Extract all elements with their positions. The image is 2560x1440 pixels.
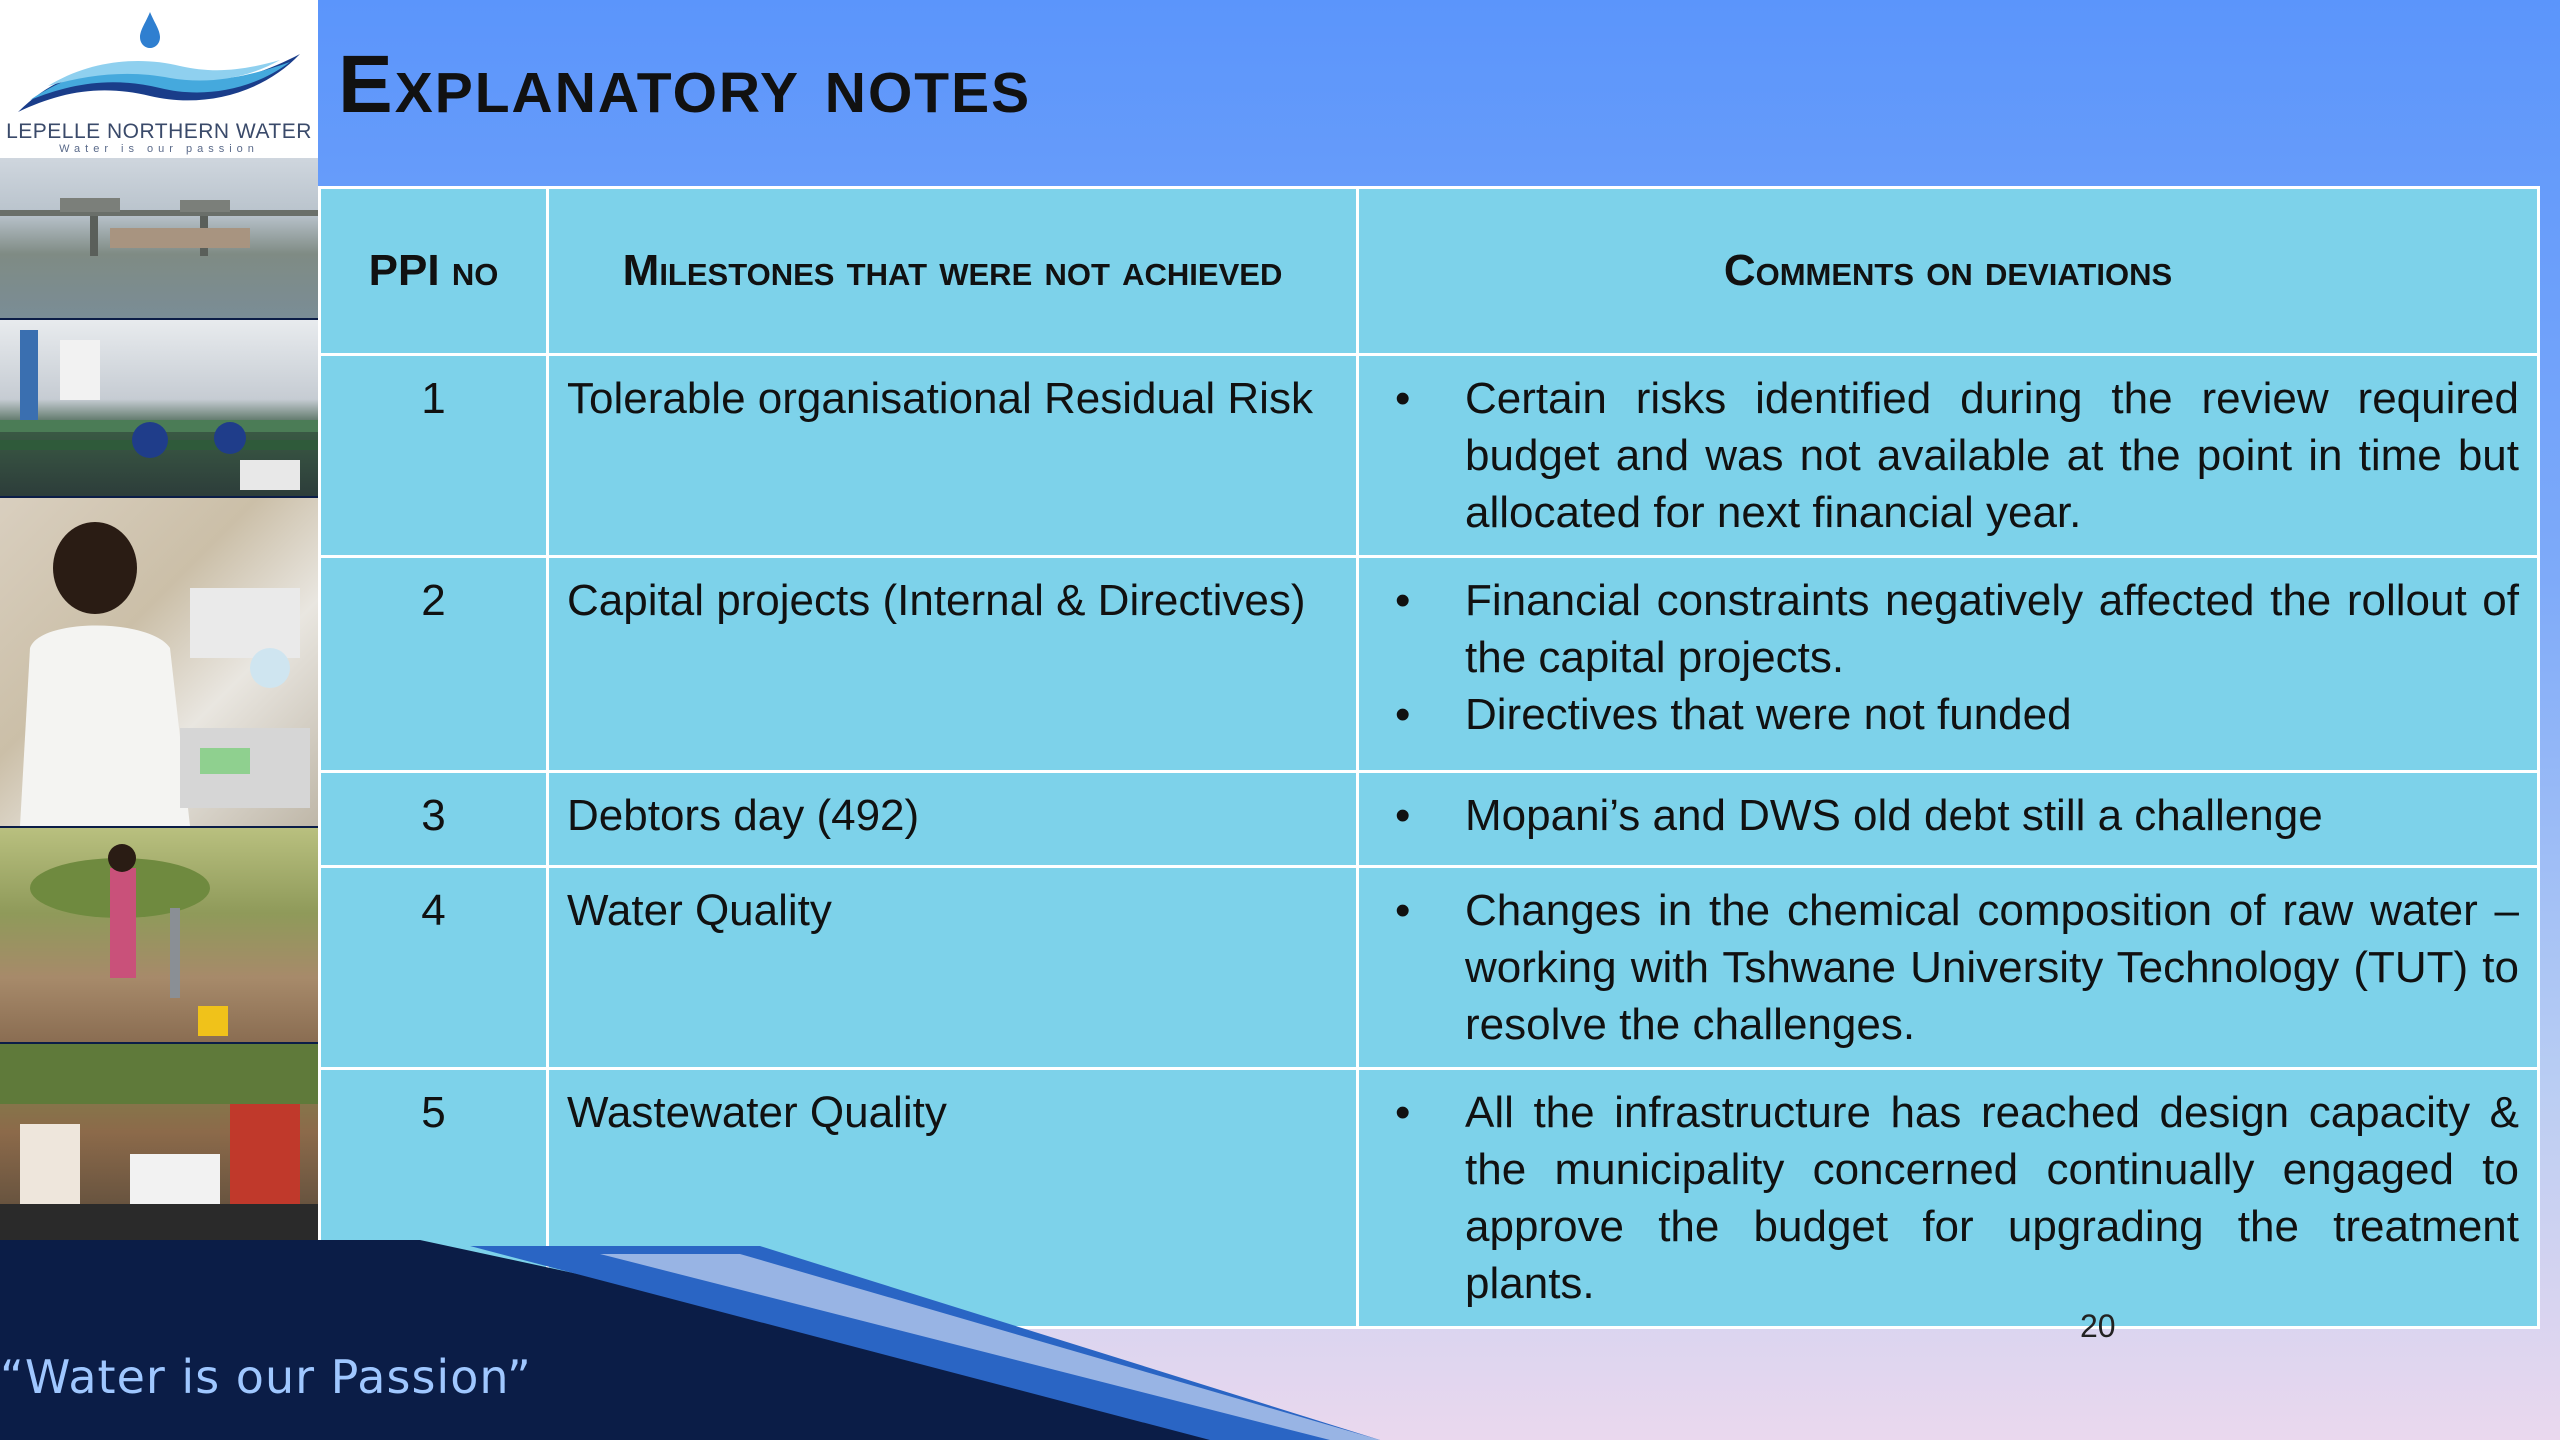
comment-item: • Changes in the chemical composition of raw water – working with Tshwane University Technology (TUT) to resolve the challenges.	[1465, 882, 2519, 1053]
milestone-text: Tolerable organisational Residual Risk	[548, 355, 1358, 557]
left-photo-column	[0, 0, 318, 1240]
comments-cell	[1358, 867, 2539, 1069]
comment-item: • Certain risks identified during the review required budget and was not available at the point in time but allocated for next financial year.	[1465, 370, 2519, 541]
ppi-number: 5	[320, 1069, 548, 1328]
comments-cell	[1358, 557, 2539, 772]
logo	[0, 0, 318, 158]
table-row	[320, 867, 2539, 1069]
community-meeting-photo	[0, 1044, 318, 1240]
table-row	[320, 355, 2539, 557]
footer-band	[0, 1240, 2560, 1440]
milestone-text: Capital projects (Internal & Directives)	[548, 557, 1358, 772]
ppi-number: 4	[320, 867, 548, 1069]
comment-list	[1377, 572, 2519, 743]
comment-item: • Mopani’s and DWS old debt still a challenge	[1465, 787, 2519, 844]
header-ppi-no: PPI no	[320, 188, 548, 355]
ppi-number: 3	[320, 772, 548, 867]
comment-item: • Financial constraints negatively affected the rollout of the capital projects.	[1465, 572, 2519, 686]
ppi-number: 1	[320, 355, 548, 557]
hand-pump-photo	[0, 828, 318, 1042]
comment-list	[1377, 882, 2519, 1053]
pump-station-photo	[0, 320, 318, 496]
ppi-number: 2	[320, 557, 548, 772]
table-row	[320, 772, 2539, 867]
comments-cell	[1358, 772, 2539, 867]
logo-org-name: LEPELLE NORTHERN WATER	[6, 120, 312, 143]
comment-item: • All the infrastructure has reached design capacity & the municipality concerned continually engaged to approve the budget for upgrading the treatment plants.	[1465, 1084, 2519, 1312]
slide-number: 20	[2080, 1308, 2116, 1344]
milestone-text: Debtors day (492)	[548, 772, 1358, 867]
deviation-table	[318, 186, 2540, 1329]
dam-photo	[0, 158, 318, 318]
comment-list	[1377, 787, 2519, 844]
slide-title: Explanatory notes	[338, 39, 1032, 130]
comment-item: • Directives that were not funded	[1465, 686, 2519, 743]
logo-slogan: Water is our passion	[59, 143, 259, 155]
table-row	[320, 557, 2539, 772]
tagline: “Water is our Passion”	[0, 1350, 532, 1404]
milestone-text: Water Quality	[548, 867, 1358, 1069]
milestone-text: Wastewater Quality	[548, 1069, 1358, 1328]
laboratory-photo	[0, 498, 318, 826]
table-header-row	[320, 188, 2539, 355]
comments-cell	[1358, 355, 2539, 557]
header-milestones: Milestones that were not achieved	[548, 188, 1358, 355]
comment-list	[1377, 370, 2519, 541]
water-drop-wave-icon	[0, 0, 318, 120]
header-comments: Comments on deviations	[1358, 188, 2539, 355]
